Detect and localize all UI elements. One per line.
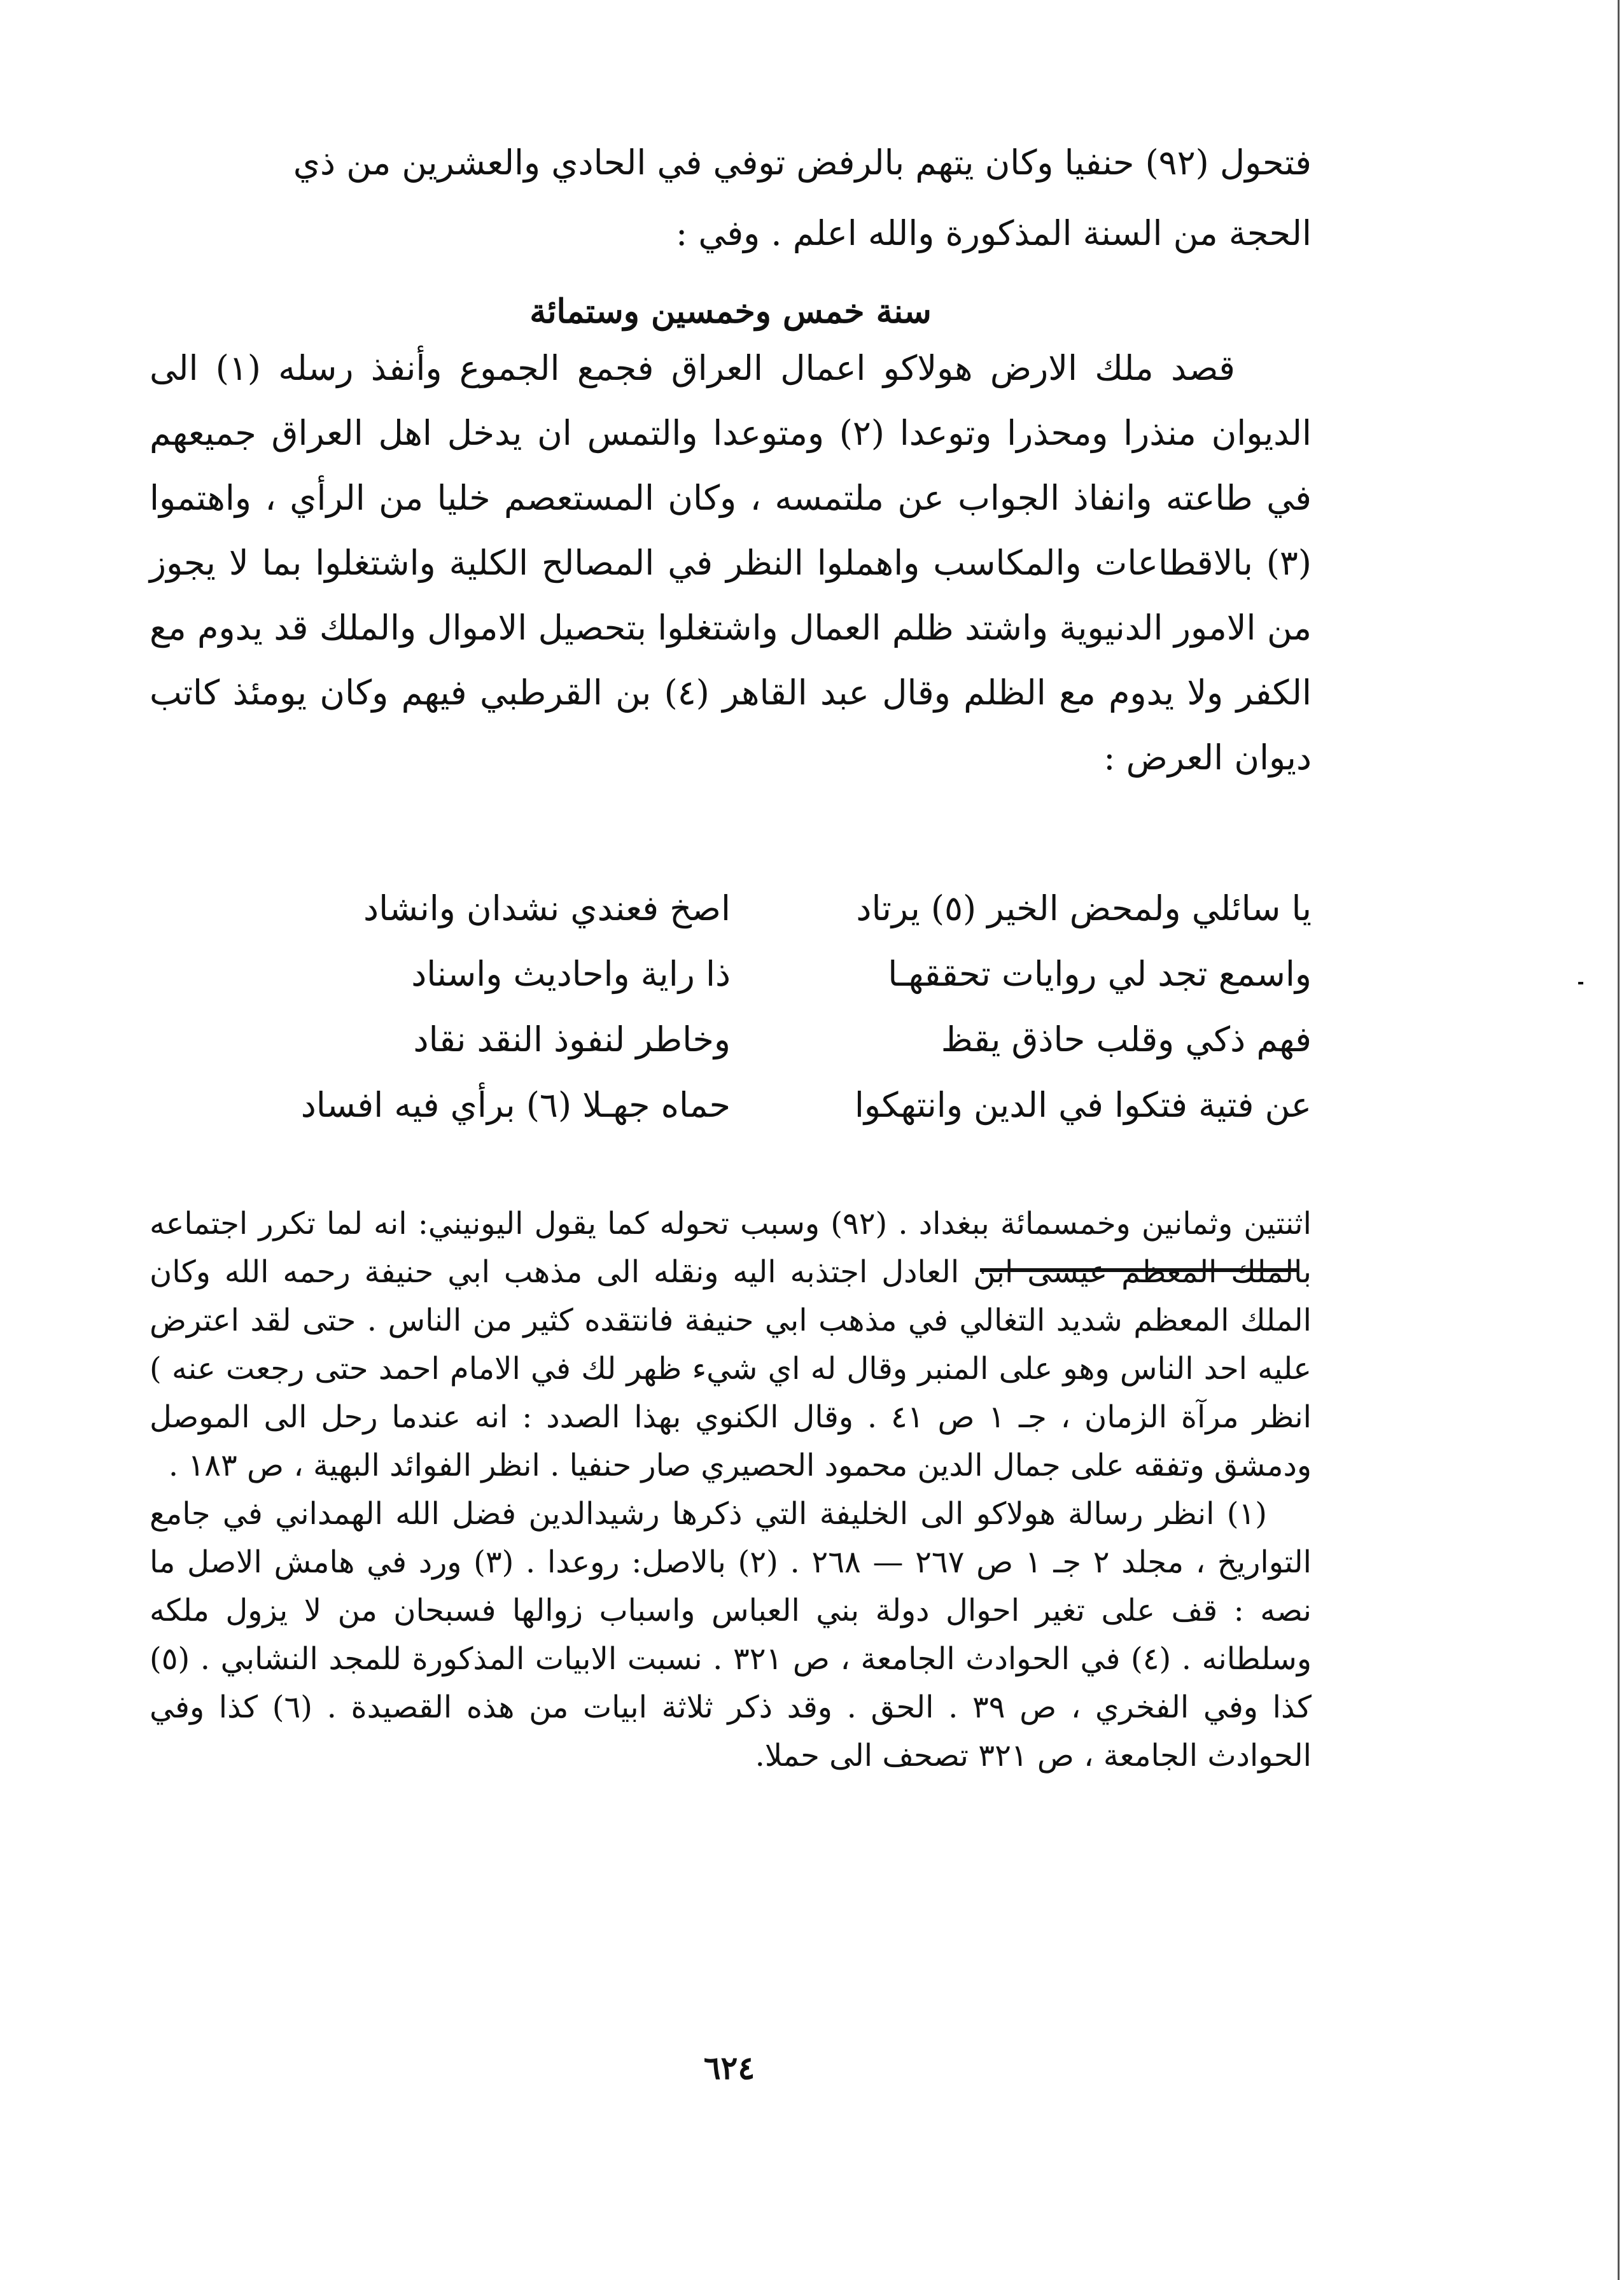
scan-mark [1578,982,1583,984]
verse-line [150,941,1312,1007]
verse-line [150,876,1312,941]
verse-first-hemistich: واسمع تجد لي روايات تحققهـا [888,954,1312,994]
verse-first-hemistich: فهم ذكي وقلب حاذق يقظ [941,1019,1312,1060]
verse-second-hemistich: وخاطر لنفوذ النقد نقاد [413,1019,731,1060]
verse-second-hemistich: ذا راية واحاديث واسناد [411,954,731,994]
verse-line [150,1072,1312,1138]
poem-verses [150,876,1312,1138]
verse-first-hemistich: يا سائلي ولمحض الخير (٥) يرتاد [856,888,1312,928]
footnote-continuation: اثنتين وثمانين وخمسمائة ببغداد . (٩٢) وسبب تحوله كما يقول اليونيني: انه لما تكرر اجتماعه بالملك المعظم عيسى ابن العادل اجتذبه اليه ونقله الى مذهب ابي حنيفة رحمه الله وكان الملك المعظم شديد التغالي في مذهب ابي حنيفة فانتقده كثير من الناس . حتى لقد اعترض عليه احد الناس وهو على المنبر وقال له اي شيء ظهر لك في الامام احمد حتى رجعت عنه ) انظر مرآة الزمان ، جـ ١ ص ٤١ . وقال الكنوي بهذا الصدد : انه عندما رحل الى الموصل ودمشق وتفقه على جمال الدين محمود الحصيري صار حنفيا . انظر الفوائد البهية ، ص ١٨٣ . [150,1206,1312,1483]
section-heading: سنة خمس وخمسين وستمائة [529,292,932,331]
footnotes [150,1199,1312,1780]
verse-first-hemistich: عن فتية فتكوا في الدين وانتهكوا [854,1085,1312,1125]
verse-second-hemistich: حماه جهـلا (٦) برأي فيه افساد [300,1085,731,1125]
text-line: فتحول (٩٢) حنفيا وكان يتهم بالرفض توفي في الحادي والعشرين من ذي [293,143,1312,183]
verse-second-hemistich: اصخ فعندي نشدان وانشاد [363,888,731,928]
footnote-notes: (١) انظر رسالة هولاكو الى الخليفة التي ذكرها رشيدالدين فضل الله الهمداني في جامع التواريخ ، مجلد ٢ جـ ١ ص ٢٦٧ — ٢٦٨ . (٢) بالاصل: روعدا . (٣) ورد في هامش الاصل ما نصه : قف على تغير احوال دولة بني العباس واسباب زوالها فسبحان من لا يزول ملكه وسلطانه . (٤) في الحوادث الجامعة ، ص ٣٢١ . نسبت الابيات المذكورة للمجد النشابي . (٥) كذا وفي الفخري ، ص ٣٩ . الحق . وقد ذكر ثلاثة ابيات من هذه القصيدة . (٦) كذا وفي الحوادث الجامعة ، ص ٣٢١ تصحف الى حملا. [150,1496,1312,1773]
top-lines [150,127,1312,269]
body-paragraph: قصد ملك الارض هولاكو اعمال العراق فجمع الجموع وأنفذ رسله (١) الى الديوان منذرا ومحذرا وتوعدا (٢) ومتوعدا والتمس ان يدخل اهل العراق جميعهم في طاعته وانفاذ الجواب عن ملتمسه ، وكان المستعصم خليا من الرأي ، واهتموا (٣) بالاقطاعات والمكاسب واهملوا النظر في المصالح الكلية واشتغلوا بما لا يجوز من الامور الدنيوية واشتد ظلم العمال واشتغلوا بتحصيل الاموال والملك قد يدوم مع الكفر ولا يدوم مع الظلم وقال عبد القاهر (٤) بن القرطبي فيهم وكان يومئذ كاتب ديوان العرض : [150,348,1312,778]
verse-line [150,1007,1312,1072]
page-number: ٦٢٤ [703,2049,755,2087]
page-edge-rule [1618,0,1620,2280]
text-line: الحجة من السنة المذكورة والله اعلم . وفي : [676,213,1312,253]
